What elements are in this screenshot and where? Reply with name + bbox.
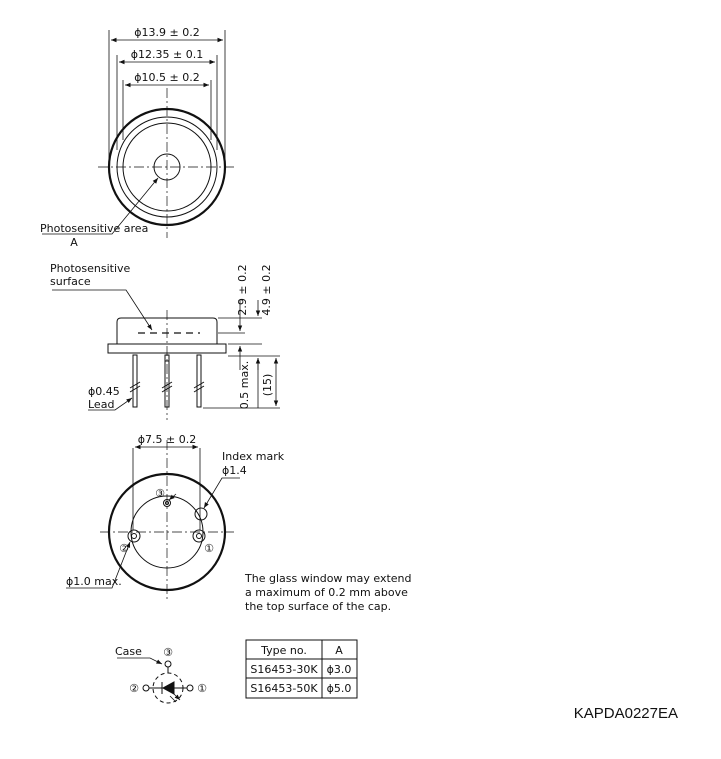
table-cell-type-1: S16453-30K xyxy=(250,663,318,676)
photosensitive-surface-label-line2: surface xyxy=(50,275,91,288)
pin-2-label: ② xyxy=(119,542,129,555)
side-lead-center xyxy=(165,355,169,407)
table-header-type: Type no. xyxy=(261,644,307,657)
dim-4-9: 4.9 ± 0.2 xyxy=(260,264,273,316)
side-view xyxy=(50,262,280,420)
dim-15: (15) xyxy=(261,373,274,397)
photosensitive-area-label: Photosensitive area xyxy=(40,222,149,235)
table-header-a: A xyxy=(335,644,343,657)
dim-0-5-max: 0.5 max. xyxy=(238,360,251,410)
pin-hole-dim: ϕ1.0 max. xyxy=(66,575,122,588)
index-mark xyxy=(195,508,207,520)
window-note xyxy=(244,572,412,613)
schematic-pin-2: ② xyxy=(129,682,139,695)
schematic-pin-1: ① xyxy=(197,682,207,695)
drawing-code: KAPDA0227EA xyxy=(573,705,678,722)
dim-middle-diameter: ϕ12.35 ± 0.1 xyxy=(130,48,204,61)
lead-diameter: ϕ0.45 xyxy=(88,385,120,398)
index-mark-dim: ϕ1.4 xyxy=(222,464,247,477)
table-cell-a-1: ϕ3.0 xyxy=(326,663,352,676)
photosensitive-area-symbol: A xyxy=(70,236,78,249)
note-line-2: a maximum of 0.2 mm above xyxy=(245,586,408,599)
index-mark-label: Index mark xyxy=(222,450,285,463)
photosensitive-surface-label-line1: Photosensitive xyxy=(50,262,131,275)
type-table xyxy=(246,640,357,698)
dim-pin-circle: ϕ7.5 ± 0.2 xyxy=(137,433,197,446)
pin-2-hole xyxy=(128,530,140,542)
side-lead-left xyxy=(133,355,137,407)
pin-3-label: ③ xyxy=(155,487,165,500)
top-view xyxy=(40,26,236,249)
table-cell-type-2: S16453-50K xyxy=(250,682,318,695)
side-lead-right xyxy=(197,355,201,407)
note-line-1: The glass window may extend xyxy=(245,572,412,585)
dim-outer-diameter: ϕ13.9 ± 0.2 xyxy=(134,26,200,39)
pin-1-label: ① xyxy=(204,542,214,555)
lead-label: Lead xyxy=(88,398,115,411)
dim-2-9: 2.9 ± 0.2 xyxy=(236,264,249,316)
schematic-pin-3: ③ xyxy=(163,646,173,659)
case-label: Case xyxy=(115,645,142,658)
table-cell-a-2: ϕ5.0 xyxy=(326,682,352,695)
pin-schematic xyxy=(115,645,207,703)
note-line-3: the top surface of the cap. xyxy=(245,600,392,613)
dim-inner-diameter: ϕ10.5 ± 0.2 xyxy=(134,71,200,84)
